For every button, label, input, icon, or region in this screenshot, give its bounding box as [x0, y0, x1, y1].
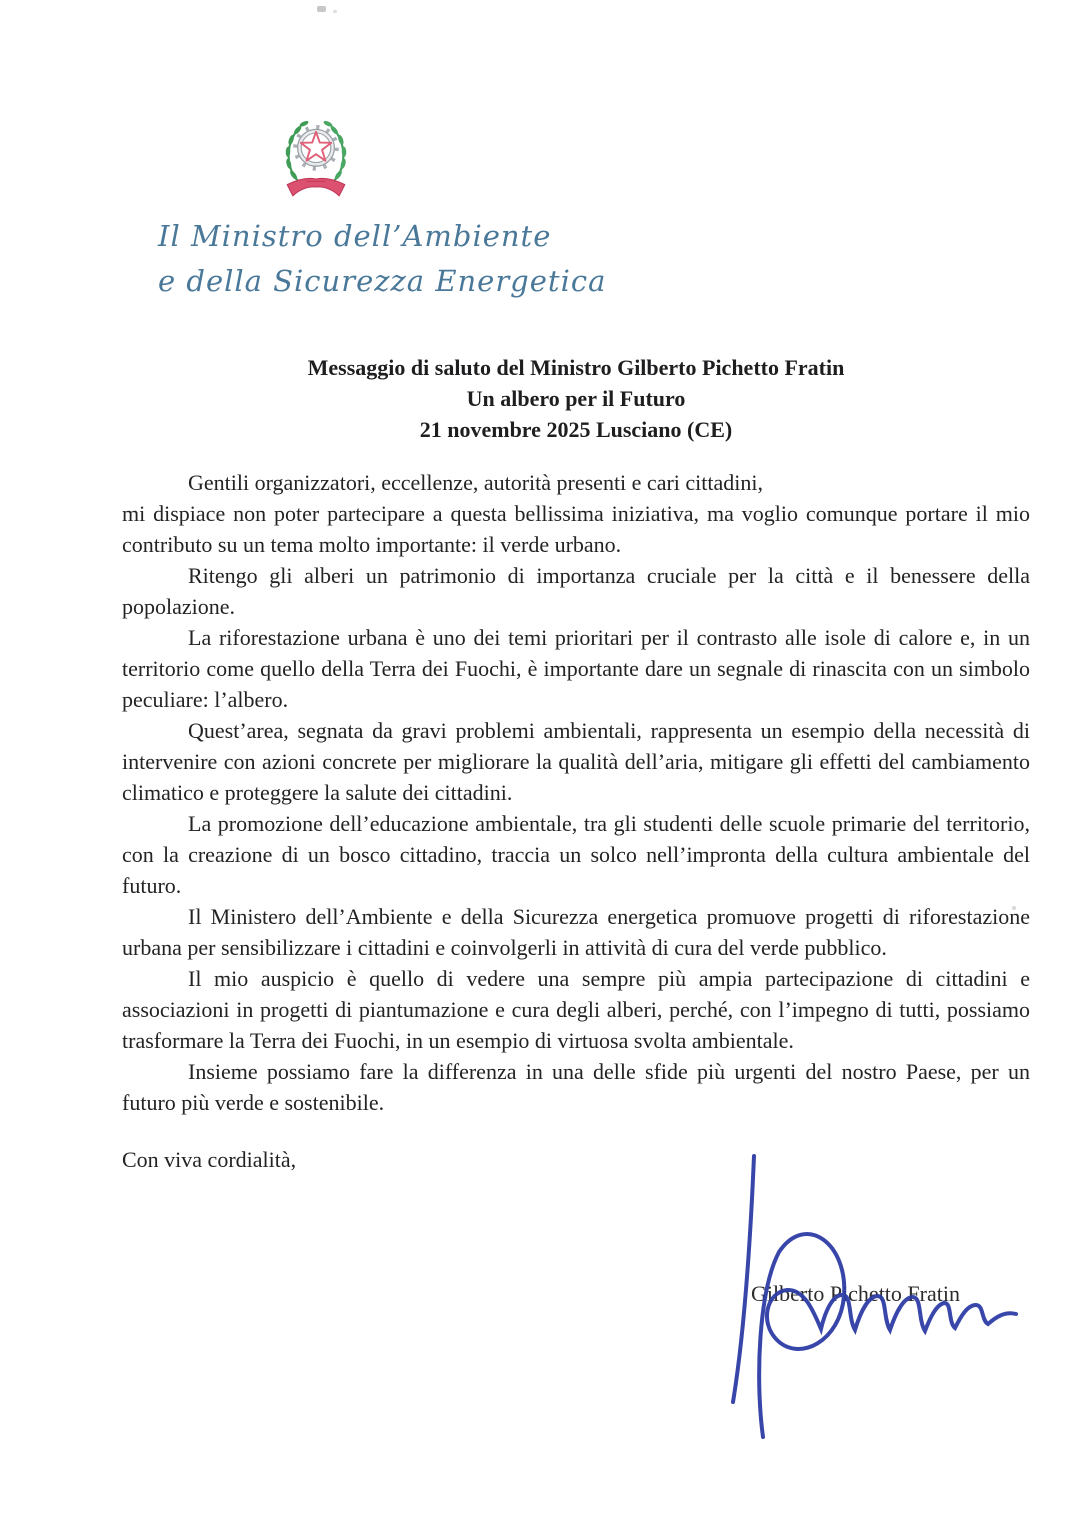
handwritten-signature-ink [695, 1140, 1045, 1455]
italian-republic-emblem-icon [276, 112, 356, 206]
letterhead-script-line-1: Il Ministro dell’Ambiente [158, 219, 552, 253]
title-line-2: Un albero per il Futuro [466, 386, 686, 411]
signature-printed-name: Gilberto Pichetto Fratin [751, 1281, 960, 1306]
letterhead-script-line-2: e della Sicurezza Energetica [158, 264, 607, 298]
body-paragraph: Il mio auspicio è quello di vedere una sempre più ampia partecipazione di cittadini e associazioni in progetti di piantumazione e cura degli alberi, perché, con l’impegno di tutti, possiamo trasformare la Terra dei Fuochi, in un esempio di virtuosa svolta ambientale. [122, 966, 1030, 1053]
body-paragraph: Quest’area, segnata da gravi problemi ambientali, rappresenta un esempio della necessità di intervenire con azioni concrete per migliorare la qualità dell’aria, mitigare gli effetti del cambiamento climatico e proteggere la salute dei cittadini. [122, 718, 1030, 805]
letter-body [122, 467, 1030, 1118]
body-paragraph: Insieme possiamo fare la differenza in una delle sfide più urgenti del nostro Paese, per un futuro più verde e sostenibile. [122, 1059, 1030, 1115]
closing-salutation: Con viva cordialità, [122, 1147, 297, 1172]
body-paragraph: Ritengo gli alberi un patrimonio di importanza cruciale per la città e il benessere della popolazione. [122, 563, 1030, 619]
letter-title [122, 352, 1030, 445]
body-paragraph: Il Ministero dell’Ambiente e della Sicurezza energetica promuove progetti di riforestazione urbana per sensibilizzare i cittadini e coinvolgerli in attività di cura del verde pubblico. [122, 904, 1030, 960]
letter-content [122, 352, 1030, 1175]
letterhead-script [158, 214, 606, 304]
scan-speck [317, 6, 326, 12]
title-line-1: Messaggio di saluto del Ministro Gilberto Pichetto Fratin [307, 355, 845, 380]
scan-speck [333, 10, 337, 13]
body-paragraph: La riforestazione urbana è uno dei temi prioritari per il contrasto alle isole di calore e, in un territorio come quello della Terra dei Fuochi, è importante dare un segnale di rinascita con un simbolo peculiare: l’albero. [122, 625, 1030, 712]
body-paragraph: mi dispiace non poter partecipare a questa bellissima iniziativa, ma voglio comunque portare il mio contributo su un tema molto importante: il verde urbano. [122, 501, 1030, 557]
title-line-3: 21 novembre 2025 Lusciano (CE) [419, 417, 733, 442]
body-paragraph: La promozione dell’educazione ambientale, tra gli studenti delle scuole primarie del territorio, con la creazione di un bosco cittadino, traccia un solco nell’impronta della cultura ambientale del futuro. [122, 811, 1030, 898]
body-paragraph: Gentili organizzatori, eccellenze, autorità presenti e cari cittadini, [188, 470, 763, 495]
